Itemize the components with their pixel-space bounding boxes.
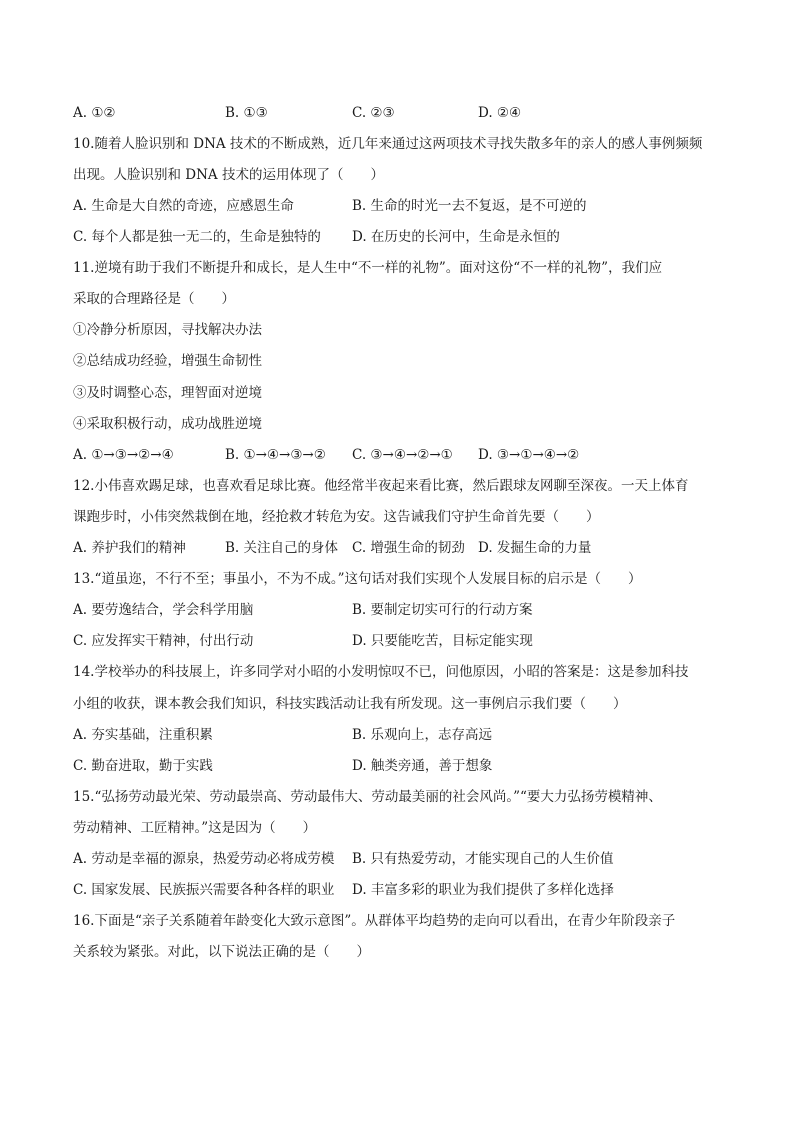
q15-option-c: C. 国家发展、民族振兴需要各种各样的职业 — [73, 882, 335, 898]
q14-stem-line-2: 小组的收获，课本教会我们知识，科技实践活动让我有所发现。这一事例启示我们要（ ） — [73, 696, 627, 712]
q11-option-a: A. ①→③→②→④ — [73, 447, 174, 463]
q16-stem-line-2: 关系较为紧张。对此，以下说法正确的是（ ） — [73, 944, 370, 960]
q10-option-c: C. 每个人都是独一无二的，生命是独特的 — [73, 229, 321, 245]
q15-option-a: A. 劳动是幸福的源泉，热爱劳动必将成劳模 — [73, 851, 335, 867]
q14-option-b: B. 乐观向上，志存高远 — [352, 727, 493, 743]
q14-option-a: A. 夯实基础，注重积累 — [73, 727, 213, 743]
q15-option-b: B. 只有热爱劳动，才能实现自己的人生价值 — [352, 851, 614, 867]
q11-option-d: D. ③→①→④→② — [478, 447, 580, 463]
q14-option-d: D. 触类旁通，善于想象 — [352, 758, 493, 774]
q11-stem-line-2: 采取的合理路径是（ ） — [73, 291, 235, 307]
q12-stem-line-1: 12.小伟喜欢踢足球，也喜欢看足球比赛。他经常半夜起来看比赛，然后跟球友网聊至深夜。一天上体育 — [73, 478, 689, 494]
q11-item-1: ①冷静分析原因，寻找解决办法 — [73, 322, 262, 338]
q10-option-a: A. 生命是大自然的奇迹，应感恩生命 — [73, 198, 294, 214]
q12-option-b: B. 关注自己的身体 — [225, 540, 339, 556]
q12-option-d: D. 发掘生命的力量 — [478, 540, 592, 556]
q14-option-c: C. 勤奋进取，勤于实践 — [73, 758, 213, 774]
q11-item-2: ②总结成功经验，增强生命韧性 — [73, 353, 262, 369]
q10-stem-line-1: 10.随着人脸识别和 DNA 技术的不断成熟，近几年来通过这两项技术寻找失散多年的亲人的感人事例频频 — [73, 136, 703, 152]
q10-stem-line-2: 出现。人脸识别和 DNA 技术的运用体现了（ ） — [73, 167, 384, 183]
q15-stem-line-1: 15.“弘扬劳动最光荣、劳动最崇高、劳动最伟大、劳动最美丽的社会风尚。”“要大力弘扬劳模精神、 — [73, 789, 662, 805]
q9-option-b: B. ①③ — [225, 105, 268, 121]
q13-option-a: A. 要劳逸结合，学会科学用脑 — [73, 602, 254, 618]
q12-option-c: C. 增强生命的韧劲 — [352, 540, 465, 556]
q11-item-4: ④采取积极行动，成功战胜逆境 — [73, 416, 262, 432]
q13-stem-line-1: 13.“道虽迩，不行不至；事虽小，不为不成。”这句话对我们实现个人发展目标的启示是（ ） — [73, 571, 642, 587]
q15-option-d: D. 丰富多彩的职业为我们提供了多样化选择 — [352, 882, 614, 898]
q16-stem-line-1: 16.下面是“亲子关系随着年龄变化大致示意图”。从群体平均趋势的走向可以看出，在青少年阶段亲子 — [73, 913, 676, 929]
q13-option-c: C. 应发挥实干精神，付出行动 — [73, 633, 254, 649]
q9-option-a: A. ①② — [73, 105, 116, 121]
q11-item-3: ③及时调整心态，理智面对逆境 — [73, 385, 262, 401]
q11-option-b: B. ①→④→③→② — [225, 447, 326, 463]
q9-option-d: D. ②④ — [478, 105, 522, 121]
q13-option-b: B. 要制定切实可行的行动方案 — [352, 602, 533, 618]
q12-stem-line-2: 课跑步时，小伟突然栽倒在地，经抢救才转危为安。这告诫我们守护生命首先要（ ） — [73, 509, 600, 525]
q10-option-b: B. 生命的时光一去不复返，是不可逆的 — [352, 198, 587, 214]
q15-stem-line-2: 劳动精神、工匠精神。”这是因为（ ） — [73, 820, 317, 836]
q11-option-c: C. ③→④→②→① — [352, 447, 453, 463]
q11-stem-line-1: 11.逆境有助于我们不断提升和成长，是人生中“不一样的礼物”。面对这份“不一样的礼物”，我们应 — [73, 260, 663, 276]
q13-option-d: D. 只要能吃苦，目标定能实现 — [352, 633, 533, 649]
q9-option-c: C. ②③ — [352, 105, 395, 121]
q12-option-a: A. 养护我们的精神 — [73, 540, 186, 556]
q14-stem-line-1: 14.学校举办的科技展上，许多同学对小昭的小发明惊叹不已，问他原因，小昭的答案是：这是参加科技 — [73, 664, 689, 680]
q10-option-d: D. 在历史的长河中，生命是永恒的 — [352, 229, 560, 245]
